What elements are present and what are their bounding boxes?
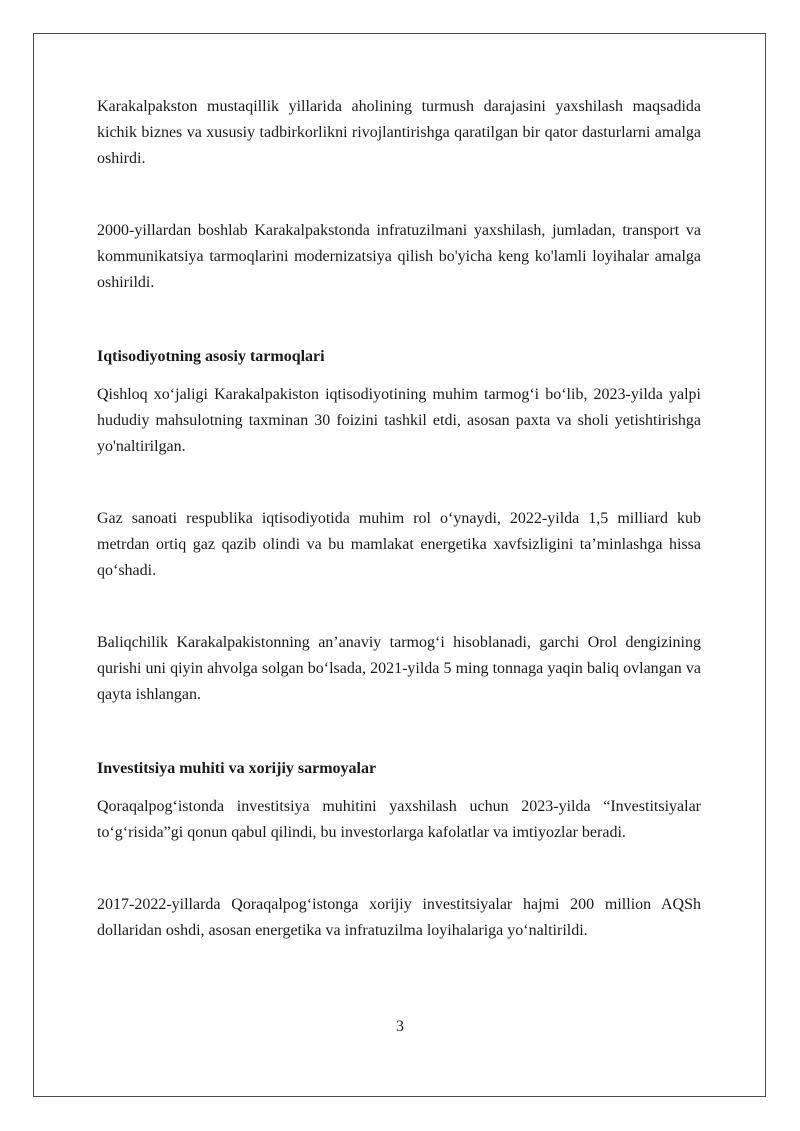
paragraph-fishing: Baliqchilik Karakalpakistonning an’anaviy tarmog‘i hisoblanadi, garchi Orol dengizining qurishi uni qiyin ahvolga solgan bo‘lsada, 2021-yilda 5 ming tonnaga yaqin baliq ovlangan va qayta ishlangan. xyxy=(97,634,701,703)
page-number: 3 xyxy=(396,1018,404,1035)
paragraph-investment-law: Qoraqalpog‘istonda investitsiya muhitini yaxshilash uchun 2023-yilda “Investitsiyalar to‘g‘risida”gi qonun qabul qilindi, bu investorlarga kafolatlar va imtiyozlar beradi. xyxy=(97,798,701,841)
paragraph-foreign-investment: 2017-2022-yillarda Qoraqalpog‘istonga xorijiy investitsiyalar hajmi 200 million AQSh dollaridan oshdi, asosan energetika va infratuzilma loyihalariga yo‘naltirildi. xyxy=(97,896,701,939)
paragraph-gas-industry: Gaz sanoati respublika iqtisodiyotida muhim rol o‘ynaydi, 2022-yilda 1,5 milliard kub metrdan ortiq gaz qazib olindi va bu mamlakat energetika xavfsizligini ta’minlashga hissa qo‘shadi. xyxy=(97,510,701,579)
document-body xyxy=(97,94,701,944)
section-heading-investment: Investitsiya muhiti va xorijiy sarmoyalar xyxy=(97,760,377,777)
paragraph-infrastructure: 2000-yillardan boshlab Karakalpakstonda infratuzilmani yaxshilash, jumladan, transport va kommunikatsiya tarmoqlarini modernizatsiya qilish bo'yicha keng ko'lamli loyihalar amalga oshirildi. xyxy=(97,222,701,291)
paragraph-small-business: Karakalpakston mustaqillik yillarida aholining turmush darajasini yaxshilash maqsadida kichik biznes va xususiy tadbirkorlikni rivojlantirishga qaratilgan bir qator dasturlarni amalga oshirdi. xyxy=(97,98,701,167)
section-heading-economy: Iqtisodiyotning asosiy tarmoqlari xyxy=(97,348,325,365)
paragraph-agriculture: Qishloq xo‘jaligi Karakalpakiston iqtisodiyotining muhim tarmog‘i bo‘lib, 2023-yilda yalpi hududiy mahsulotning taxminan 30 foizini tashkil etdi, asosan paxta va sholi yetishtirishga yo'naltirilgan. xyxy=(97,386,701,455)
